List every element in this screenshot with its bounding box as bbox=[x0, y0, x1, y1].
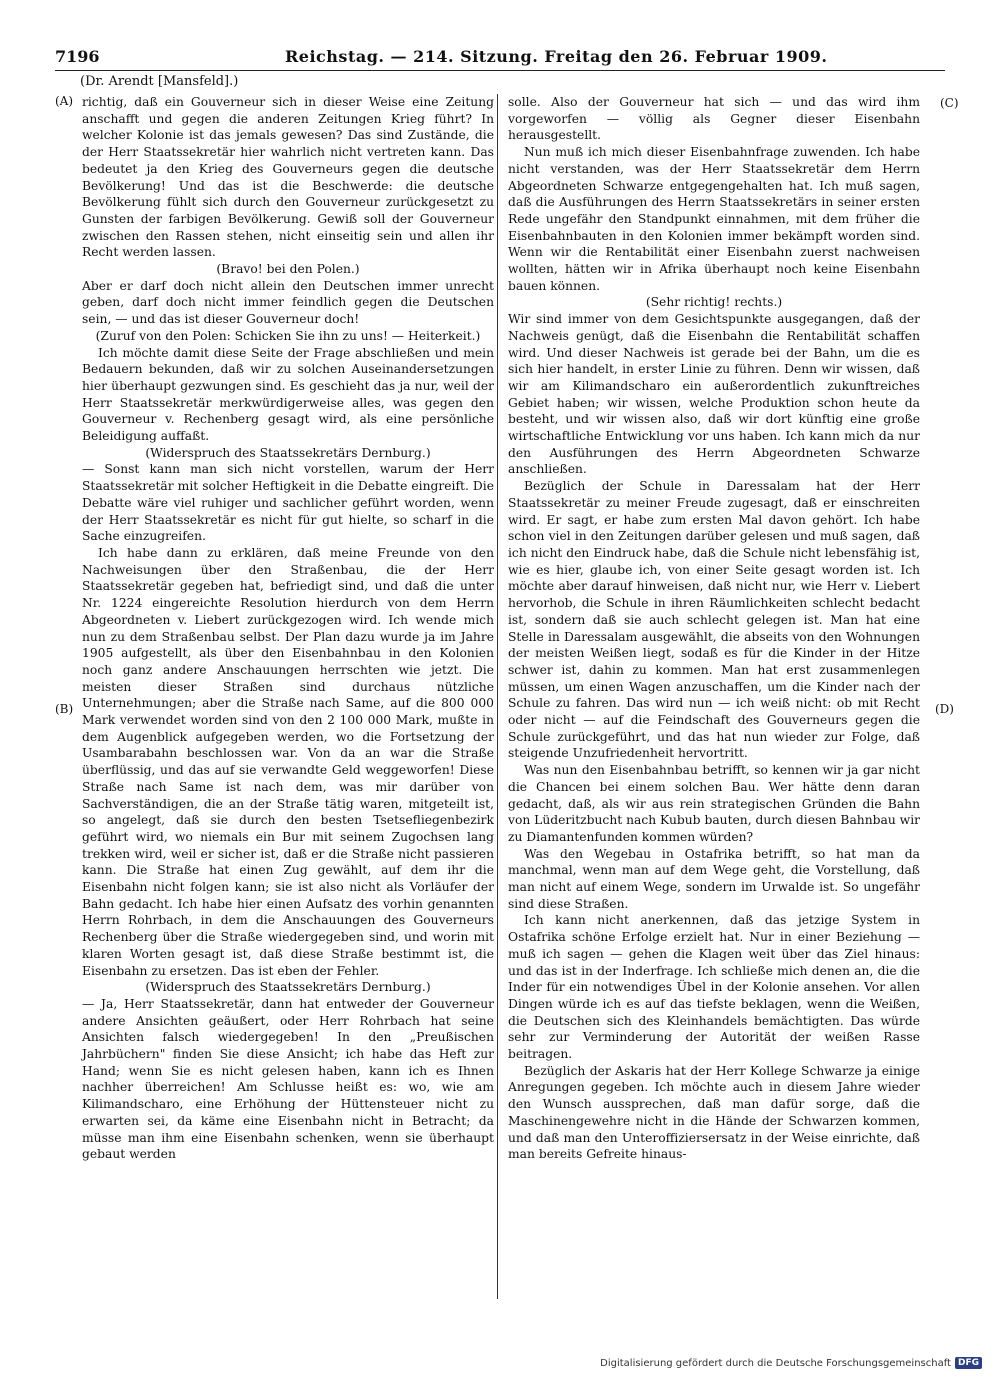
paragraph: Bezüglich der Askaris hat der Herr Kollege Schwarze ja einige Anregungen gegeben. Ich möchte auch in diesem Jahre wieder den Wunsch aussprechen, daß man dafür sorge, daß die Maschinengewehre nicht in die Hände der Schwarzen kommen, und daß man den Unteroffiziersersatz in der Weise einrichte, daß man bereits Gefreite hinaus- bbox=[508, 1063, 920, 1162]
footer-credit: Digitalisierung gefördert durch die Deutsche Forschungsgemeinschaft bbox=[600, 1357, 951, 1369]
page-number: 7196 bbox=[55, 47, 100, 66]
paragraph: (Bravo! bei den Polen.) bbox=[216, 262, 360, 277]
paragraph: — Ja, Herr Staatssekretär, dann hat entweder der Gouverneur andere Ansichten geäußert, oder Herr Rohrbach hat seine Ansichten falsch wiedergegeben! In den „Preußischen Jahrbüchern" finden Sie diese Ansicht; ich habe das Heft zur Hand; wenn Sie es nicht gelesen haben, kann ich es Ihnen nachher überreichen! Am Schlusse heißt es: wo, wie am Kilimandscharo, eine Erhöhung der Hüttensteuer nicht zu erwarten sei, da käme eine Eisenbahn nicht in Betracht; da müsse man ihm eine Eisenbahn schenken, wenn sie überhaupt gebaut werden bbox=[82, 996, 494, 1162]
paragraph: (Zuruf von den Polen: Schicken Sie ihn zu uns! — Heiterkeit.) bbox=[95, 328, 481, 343]
paragraph: — Sonst kann man sich nicht vorstellen, warum der Herr Staatssekretär mit solcher Heftigkeit in die Debatte eingreift. Die Debatte wäre viel ruhiger und sachlicher geführt worden, wenn der Herr Staatssekretär es nicht für gut hielte, so scharf in die Sache einzugreifen. bbox=[82, 462, 494, 544]
paragraph: (Widerspruch des Staatssekretärs Dernburg.) bbox=[145, 980, 431, 995]
margin-marker-a: (A) bbox=[55, 94, 74, 108]
paragraph: Nun muß ich mich dieser Eisenbahnfrage zuwenden. Ich habe nicht verstanden, was der Herr Staatssekretär dem Herrn Abgeordneten Schwarze entgegengehalten hat. Ich muß sagen, daß die Ausführungen des Herrn Staatssekretärs in seiner ersten Rede ungefähr den Standpunkt einnahmen, mit dem früher die Eisenbahnbauten in den Kolonien immer bekämpft worden sind. Wenn wir die Rentabilität einer Eisenbahn zuerst nachweisen wollten, hätten wir in Afrika überhaupt noch keine Eisenbahn bauen können. bbox=[508, 145, 920, 293]
left-column bbox=[82, 94, 494, 1163]
paragraph: Bezüglich der Schule in Daressalam hat der Herr Staatssekretär zu meiner Freude zugesagt, daß er einschreiten wird. Er sagt, er habe zum ersten Mal davon gehört. Ich habe schon viel in den Zeitungen darüber gelesen und muß sagen, daß ich nicht den Eindruck habe, daß die Schule nicht lebensfähig ist, wie es hier, glaube ich, von einer Seite gesagt worden ist. Ich möchte aber darauf hinweisen, daß nicht nur, wie Herr v. Liebert hervorhob, die Schule in ihren Räumlichkeiten schlecht bedacht ist, sondern daß sie auch schlecht gelegen ist. Man hat eine Stelle in Daressalam ausgewählt, die abseits von den Wohnungen der meisten Weißen liegt, sodaß es für die Kinder in der Hitze schwer ist, dahin zu kommen. Man hat erst zusammenlegen müssen, um einen Wagen anzuschaffen, um die Kinder nach der Schule zu fahren. Das wird nun — ich weiß nicht: ob mit Recht oder nicht — auf die Feindschaft des Gouverneurs gegen die Schule zurückgeführt, und das hat nun wieder zur Folge, daß steigende Unzufriedenheit hervortritt. bbox=[508, 479, 920, 761]
paragraph: Ich möchte damit diese Seite der Frage abschließen und mein Bedauern bekunden, daß wir zu solchen Auseinandersetzungen hier überhaupt gezwungen sind. Es geschieht das ja nur, weil der Herr Staatssekretär merkwürdigerweise alles, was gegen den Gouverneur v. Rechenberg gesagt wird, als eine persönliche Beleidigung auffaßt. bbox=[82, 345, 494, 444]
paragraph: Was nun den Eisenbahnbau betrifft, so kennen wir ja gar nicht die Chancen bei einem solchen Bau. Wer hätte denn daran gedacht, daß, als wir aus rein strategischen Gründen die Bahn von Lüderitzbucht nach Kubub bauten, durch diesen Bahnbau wir zu Diamantenfunden kommen würden? bbox=[508, 763, 921, 844]
running-title: Reichstag. — 214. Sitzung. Freitag den 26. Februar 1909. bbox=[285, 47, 828, 66]
paragraph: (Sehr richtig! rechts.) bbox=[645, 295, 783, 310]
column-divider bbox=[497, 94, 498, 1299]
paragraph: Wir sind immer von dem Gesichtspunkte ausgegangen, daß der Nachweis genügt, daß die Eisenbahn die Rentabilität schaffen wird. Und dieser Nachweis ist gerade bei der Bahn, um die es sich hier handelt, in erster Linie zu führen. Denn wir wissen, daß wir am Kilimandscharo ein außerordentlich zukunftreiches Gebiet haben; wir wissen, welche Produktion schon heute da besteht, und wir wissen also, daß wir dort künftig eine große wirtschaftliche Entwicklung vor uns haben. Ich kann mich da nur den Ausführungen des Herrn Abgeordneten Schwarze anschließen. bbox=[508, 312, 920, 477]
paragraph: Was den Wegebau in Ostafrika betrifft, so hat man da manchmal, wenn man auf dem Wege geht, die Vorstellung, daß man nicht auf einem Wege, sondern im Urwalde ist. So ungefähr sind diese Straßen. bbox=[508, 846, 920, 911]
paragraph: Aber er darf doch nicht allein den Deutschen immer unrecht geben, darf doch nicht immer feindlich gegen die Deutschen sein, — und das ist dieser Gouverneur doch! bbox=[82, 278, 494, 327]
margin-marker-b: (B) bbox=[55, 702, 74, 716]
dfg-logo-icon: DFG bbox=[955, 1357, 982, 1369]
paragraph: Ich habe dann zu erklären, daß meine Freunde von den Nachweisungen über den Straßenbau, die der Herr Staatssekretär gegeben hat, befriedigt sind, und daß die unter Nr. 1224 eingereichte Resolution hierdurch von dem Herrn Abgeordneten v. Liebert zurückgezogen wird. Ich wende mich nun zu dem Straßenbau selbst. Der Plan dazu wurde ja im Jahre 1905 aufgestellt, als über den Eisenbahnbau in den Kolonien noch ganz andere Anschauungen herrschten wie jetzt. Die meisten dieser Straßen sind durchaus nützliche Unternehmungen; aber die Straße nach Same, auf die 800 000 Mark verwendet worden sind von den 2 100 000 Mark, mußte in dem Augenblick aufgegeben werden, wo die Fortsetzung der Usambarabahn beschlossen war. Von da an war die Straße überflüssig, und das auf sie verwandte Geld weggeworfen! Diese Straße nach Same ist nach dem, was mir darüber von Sachverständigen, die an der Straße tätig waren, mitgeteilt ist, so angelegt, daß sie durch den besten Tsetsefliegenbezirk geführt wird, wo niemals ein Bur mit seinem Zugochsen lang trekken wird, weil er sicher ist, daß er die Straße nicht passieren kann. Die Straße hat einen Zug gewählt, auf dem ihr die Eisenbahn nicht folgen kann; sie ist also nicht als Vorläufer der Bahn gedacht. Ich habe hier einen Aufsatz des vorhin genannten Herrn Rohrbach, in dem die Anschauungen des Gouverneurs Rechenberg über die Straße wiedergegeben sind, und worin mit klaren Worten gesagt ist, daß diese Straße bestimmt ist, die Eisenbahn zu ersetzen. Das ist eben der Fehler. bbox=[82, 545, 494, 978]
page-header bbox=[55, 47, 945, 71]
paragraph: richtig, daß ein Gouverneur sich in dieser Weise eine Zeitung anschafft und gegen die anderen Zeitungen Krieg führt? In welcher Kolonie ist das jemals gewesen? Das sind Zustände, die der Herr Staatssekretär hier wahrlich nicht vertreten kann. Das bedeutet ja den Krieg des Gouverneurs gegen die deutsche Bevölkerung! Und das ist die Beschwerde: die deutsche Bevölkerung fühlt sich durch den Gouverneur zurückgesetzt zu Gunsten der farbigen Bevölkerung. Gewiß soll der Gouverneur zwischen den Rassen stehen, nicht einseitig sein und allen ihr Recht werden lassen. bbox=[82, 95, 494, 260]
margin-marker-c: (C) bbox=[940, 96, 959, 110]
speaker-note: (Dr. Arendt [Mansfeld].) bbox=[80, 74, 239, 89]
margin-marker-d: (D) bbox=[935, 702, 954, 716]
paragraph: Ich kann nicht anerkennen, daß das jetzige System in Ostafrika schöne Erfolge erzielt hat. Nur in einer Beziehung — muß ich sagen — gehen die Klagen weit über das Ziel hinaus: und das ist in der Inderfrage. Ich schließe mich denen an, die die Inder für ein notwendiges Übel in der Kolonie ansehen. Vor allen Dingen würde ich es auf das tiefste beklagen, wenn die Weißen, die Deutschen sich des Kleinhandels bemächtigten. Das würde sehr zur Verminderung der Autorität der weißen Rasse beitragen. bbox=[508, 913, 920, 1062]
paragraph: (Widerspruch des Staatssekretärs Dernburg.) bbox=[145, 445, 431, 460]
paragraph: solle. Also der Gouverneur hat sich — und das wird ihm vorgeworfen — völlig als Gegner dieser Eisenbahn herausgestellt. bbox=[508, 95, 920, 143]
header-rule bbox=[55, 70, 945, 71]
footer bbox=[600, 1357, 982, 1369]
right-column bbox=[508, 94, 920, 1163]
